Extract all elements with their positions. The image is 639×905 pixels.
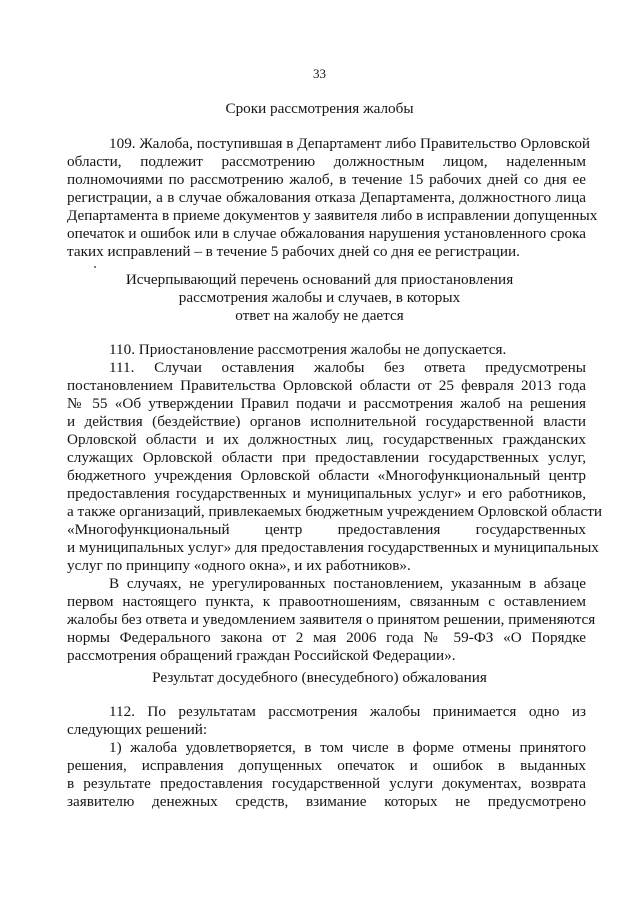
section-heading-line: Исчерпывающий перечень оснований для приостановления [125, 271, 514, 288]
scan-speck [94, 266, 96, 268]
paragraph-line: Департамента в приеме документов у заявителя либо в исправлении допущенных [67, 207, 598, 224]
paragraph-line: и действия (бездействие) органов исполнительной государственной власти [67, 413, 586, 430]
paragraph-line: № 55 «Об утверждении Правил подачи и рассмотрения жалоб на решения [67, 395, 586, 412]
paragraph-line: постановлением Правительства Орловской области от 25 февраля 2013 года [67, 377, 586, 394]
paragraph-line: первом настоящего пункта, к правоотношениям, связанным с оставлением [67, 593, 586, 610]
paragraph-line: области, подлежит рассмотрению должностным лицом, наделенным [67, 153, 586, 170]
paragraph-line: жалобы без ответа и уведомлением заявителя о принятом решении, применяются [67, 611, 596, 628]
paragraph-line: услуг по принципу «одного окна», и их работников». [67, 557, 411, 574]
paragraph-line: заявителю денежных средств, взимание которых не предусмотрено [67, 793, 586, 810]
paragraph-line: рассмотрения обращений граждан Российской Федерации». [67, 647, 456, 664]
paragraph-line: опечаток и ошибок или в случае обжалования нарушения установленного срока [67, 225, 586, 242]
paragraph-line: таких исправлений – в течение 5 рабочих дней со дня ее регистрации. [67, 243, 520, 260]
paragraph-line: регистрации, а в случае обжалования отказа Департамента, должностного лица [67, 189, 586, 206]
paragraph-line: служащих Орловской области при предоставлении государственных услуг, [67, 449, 586, 466]
paragraph-line: 109. Жалоба, поступившая в Департамент либо Правительство Орловской [109, 135, 591, 152]
paragraph-line: бюджетного учреждения Орловской области «Многофункциональный центр [67, 467, 586, 484]
paragraph-line: Орловской области и их должностных лиц, государственных гражданских [67, 431, 586, 448]
paragraph-line: 111. Случаи оставления жалобы без ответа предусмотрены [109, 359, 586, 376]
section-heading-appeal-result: Результат досудебного (внесудебного) обжалования [152, 669, 487, 686]
paragraph-line: а также организаций, привлекаемых бюджетным учреждением Орловской области [67, 503, 603, 520]
paragraph-line: в результате предоставления государственной услуги документах, возврата [67, 775, 586, 792]
paragraph-line: предоставления государственных и муниципальных услуг» и его работников, [67, 485, 586, 502]
paragraph-line: следующих решений: [67, 721, 208, 738]
paragraph-line: 1) жалоба удовлетворяется, в том числе в форме отмены принятого [109, 739, 586, 756]
page-number: 33 [313, 66, 326, 81]
paragraph-110: 110. Приостановление рассмотрения жалобы не допускается. [109, 341, 507, 358]
section-heading-review-terms: Сроки рассмотрения жалобы [225, 100, 414, 117]
paragraph-line: и муниципальных услуг» для предоставления государственных и муниципальных [67, 539, 599, 556]
paragraph-line: «Многофункциональный центр предоставления государственных [67, 521, 586, 538]
paragraph-line: нормы Федерального закона от 2 мая 2006 года № 59-ФЗ «О Порядке [67, 629, 586, 646]
paragraph-line: 112. По результатам рассмотрения жалобы принимается одно из [109, 703, 586, 720]
paragraph-line: полномочиями по рассмотрению жалоб, в течение 15 рабочих дней со дня ее [67, 171, 586, 188]
paragraph-line: решения, исправления допущенных опечаток и ошибок в выданных [67, 757, 586, 774]
paragraph-line: В случаях, не урегулированных постановлением, указанным в абзаце [109, 575, 586, 592]
section-heading-line: ответ на жалобу не дается [235, 307, 404, 324]
section-heading-line: рассмотрения жалобы и случаев, в которых [178, 289, 461, 306]
